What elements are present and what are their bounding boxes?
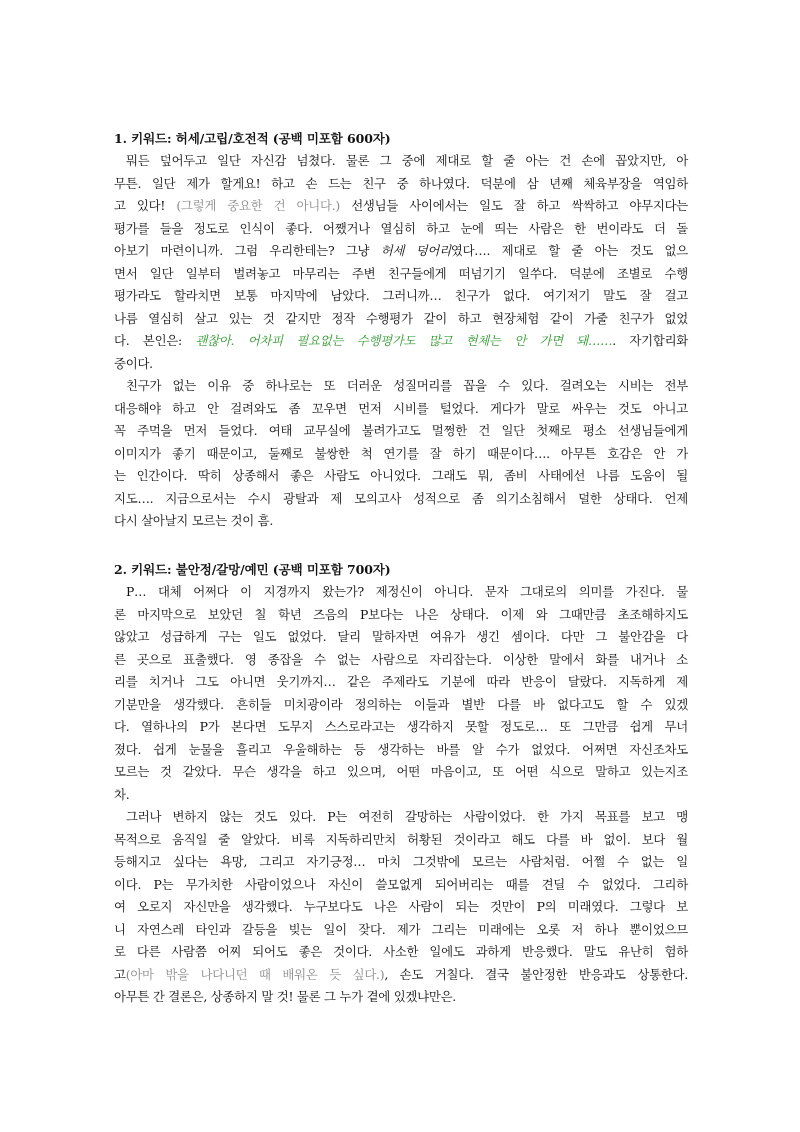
text-run: 른 곳으로 표출했다. 영 종잡을 수 없는 사람으로 자리잡는다. 이상한 말에서 화를 내거나 소 bbox=[114, 651, 688, 667]
text-line bbox=[114, 398, 688, 421]
text-line bbox=[114, 806, 688, 829]
text-run: 고 있다! bbox=[114, 198, 177, 213]
text-run: 여 오로지 자신만을 생각했다. 누구보다도 나은 사람이 되는 것만이 P의 미래였다. 그렇다 보 bbox=[114, 899, 688, 914]
text-line bbox=[114, 173, 688, 196]
text-line bbox=[114, 218, 688, 241]
text-run: 졌다. 쉽게 눈물을 흘리고 우울해하는 등 생각하는 바를 알 수가 없었다. 어쩌면 자신조차도 bbox=[114, 741, 688, 757]
text-line bbox=[114, 941, 688, 964]
text-run: 모르는 것 같았다. 무슨 생각을 하고 있으며, 어떤 마음이고, 또 어떤 식으로 말하고 있는지조 bbox=[114, 764, 688, 779]
section-heading: 2. 키워드: 불안정/갈망/예민 (공백 미포함 700자) bbox=[114, 562, 391, 577]
text-line bbox=[114, 649, 688, 672]
text-line bbox=[114, 581, 688, 604]
text-run: 아보기 마련이니까. 그럼 우리한테는? 그냥 bbox=[114, 243, 381, 258]
text-run: 선생님들 사이에서는 일도 잘 하고 싹싹하고 야무지다는 bbox=[340, 198, 689, 213]
quote-text: 괜찮아. 어차피 필요없는 수행평가도 많고 현체는 안 가면 돼…… bbox=[195, 333, 613, 348]
section-body bbox=[114, 150, 688, 533]
text-line bbox=[114, 626, 688, 649]
text-run: 허세 덩어리 bbox=[380, 243, 451, 258]
aside-text: (아마 밖을 나다니던 때 배워온 듯 싶다.) bbox=[125, 966, 385, 982]
text-run: 목적으로 움직일 줄 알았다. 비록 지독하리만치 허황된 것이라고 해도 다를 바 없이. 보다 월 bbox=[114, 831, 688, 847]
text-run: 이미지가 좋기 때문이고, 둘째로 불쌍한 척 연기를 잘 하기 때문이다…. 아무튼 호감은 안 가 bbox=[114, 445, 688, 461]
text-run: 리를 치거나 그도 아니면 웃기까지… 같은 주제라도 기분에 따라 반응이 달랐다. 지독하게 제 bbox=[114, 674, 688, 689]
paragraph bbox=[114, 150, 688, 375]
aside-text: (그렇게 중요한 건 아니다.) bbox=[176, 198, 340, 213]
text-run: 평가라도 할라치면 보통 마지막에 남았다. 그러니까… 친구가 없다. 여기저기 말도 잘 걸고 bbox=[114, 288, 688, 303]
text-line bbox=[114, 510, 688, 533]
text-run: 지도…. 지금으로서는 수시 광탈과 제 모의고사 성적으로 좀 의기소침해서 덜한 상태다. 언제 bbox=[114, 490, 688, 506]
text-run: 니 자연스레 타인과 갈등을 빚는 일이 잦다. 제가 그리는 미래에는 오롯 저 하나 뿐이었으므 bbox=[114, 921, 688, 937]
text-run: 기분만을 생각했다. 흔히들 미치광이라 정의하는 이들과 별반 다를 바 없다고도 할 수 있겠 bbox=[114, 696, 688, 712]
text-run: 차. bbox=[114, 786, 130, 802]
section-1 bbox=[114, 130, 688, 533]
text-run: 그러나 변하지 않는 것도 있다. P는 여전히 갈망하는 사람이었다. 한 가지 목표를 보고 맹 bbox=[126, 809, 688, 824]
text-line bbox=[114, 195, 688, 218]
text-run: 꼭 주먹을 먼저 들었다. 여태 교무실에 불려가고도 멀쩡한 건 일단 첫째로 평소 선생님들에게 bbox=[114, 423, 688, 438]
text-run: 나름 열심히 살고 있는 것 같지만 정작 수행평가 같이 하고 현장체험 같이 가줄 친구가 없었 bbox=[114, 310, 688, 326]
text-line bbox=[114, 488, 688, 511]
text-line bbox=[114, 716, 688, 739]
paragraph bbox=[114, 375, 688, 533]
text-run: 않았고 성급하게 구는 일도 없었다. 달리 말하자면 여유가 생긴 셈이다. 다만 그 불안감을 다 bbox=[114, 629, 688, 644]
text-run: 는 인간이다. 딱히 상종해서 좋은 사람도 아니었다. 그래도 뭐, 좀비 사태에선 나름 도움이 될 bbox=[114, 468, 688, 483]
text-run: 론 마지막으로 보았던 칠 학년 즈음의 P보다는 나은 상태다. 이제 와 그때만큼 초조해하지도 bbox=[114, 606, 688, 622]
text-run: 다. 열하나의 P가 본다면 도무지 스스로라고는 생각하지 못할 정도로… 또 그만큼 쉽게 무너 bbox=[114, 719, 688, 734]
text-line bbox=[114, 986, 688, 1009]
text-line bbox=[114, 308, 688, 331]
text-line bbox=[114, 443, 688, 466]
text-run: 뭐든 덮어두고 일단 자신감 넘쳤다. 물론 그 중에 제대로 할 줄 아는 건 손에 꼽았지만, 아 bbox=[126, 153, 688, 168]
text-run: 이다. P는 무가치한 사람이었으나 자신이 쓸모없게 되어버리는 때를 견딜 수 없었다. 그리하 bbox=[114, 876, 688, 892]
text-run: 다시 살아날지 모르는 것이 흠. bbox=[114, 513, 274, 528]
text-run: 로 다른 사람쯤 어찌 되어도 좋은 것이다. 사소한 일에도 과하게 반응했다. 말도 유난히 험하 bbox=[114, 944, 688, 959]
text-line bbox=[114, 263, 688, 286]
text-run: 면서 일단 일부터 벌려놓고 마무리는 주변 친구들에게 떠넘기기 일쑤다. 덕분에 조별로 수행 bbox=[114, 265, 688, 281]
text-line bbox=[114, 671, 688, 694]
text-line bbox=[114, 330, 688, 353]
text-run: 아무튼 간 결론은, 상종하지 말 것! 물론 그 누가 곁에 있겠냐만은. bbox=[114, 989, 456, 1004]
text-run: 무튼. 일단 제가 할게요! 하고 손 드는 친구 중 하나였다. 덕분에 삼 년째 체육부장을 역임하 bbox=[114, 175, 688, 191]
text-run: 였다…. 제대로 할 줄 아는 것도 없으 bbox=[450, 243, 688, 258]
text-line bbox=[114, 375, 688, 398]
text-line bbox=[114, 874, 688, 897]
text-line bbox=[114, 896, 688, 919]
text-run: . 자기합리화 bbox=[612, 333, 689, 348]
paragraph bbox=[114, 806, 688, 1009]
text-line bbox=[114, 353, 688, 376]
text-line bbox=[114, 761, 688, 784]
text-run: 다. 본인은: bbox=[114, 333, 196, 348]
text-run: 평가를 들을 정도로 인식이 좋다. 어쨌거나 열심히 하고 눈에 띄는 사람은 한 번이라도 더 돌 bbox=[114, 220, 688, 236]
text-line bbox=[114, 150, 688, 173]
text-line bbox=[114, 240, 688, 263]
text-run: 친구가 없는 이유 중 하나로는 또 더러운 성질머리를 꼽을 수 있다. 걸려오는 시비는 전부 bbox=[126, 378, 688, 393]
text-run: 대응해야 하고 안 걸려와도 좀 꼬우면 먼저 시비를 털었다. 게다가 말로 싸우는 것도 아니고 bbox=[114, 400, 688, 416]
text-line bbox=[114, 465, 688, 488]
text-run: , 손도 거칠다. 결국 불안정한 반응과도 상통한다. bbox=[384, 966, 688, 982]
text-run: P… 대체 어쩌다 이 지경까지 왔는가? 제정신이 아니다. 문자 그대로의 의미를 가진다. 물 bbox=[126, 584, 688, 599]
text-run: 고 bbox=[114, 966, 126, 982]
text-run: 등해지고 싶다는 욕망, 그리고 자기긍정… 마치 그것밖에 모르는 사람처럼. 어쩔 수 없는 일 bbox=[114, 854, 688, 869]
section-heading: 1. 키워드: 허세/고립/호전적 (공백 미포함 600자) bbox=[114, 131, 391, 146]
paragraph bbox=[114, 581, 688, 806]
section-2 bbox=[114, 561, 688, 1009]
text-line bbox=[114, 851, 688, 874]
text-line bbox=[114, 420, 688, 443]
text-line bbox=[114, 964, 688, 987]
text-line bbox=[114, 784, 688, 807]
text-line bbox=[114, 694, 688, 717]
text-run: 중이다. bbox=[114, 355, 153, 371]
text-line bbox=[114, 604, 688, 627]
text-line bbox=[114, 919, 688, 942]
text-line bbox=[114, 739, 688, 762]
text-line bbox=[114, 285, 688, 308]
text-line bbox=[114, 829, 688, 852]
section-body bbox=[114, 581, 688, 1009]
